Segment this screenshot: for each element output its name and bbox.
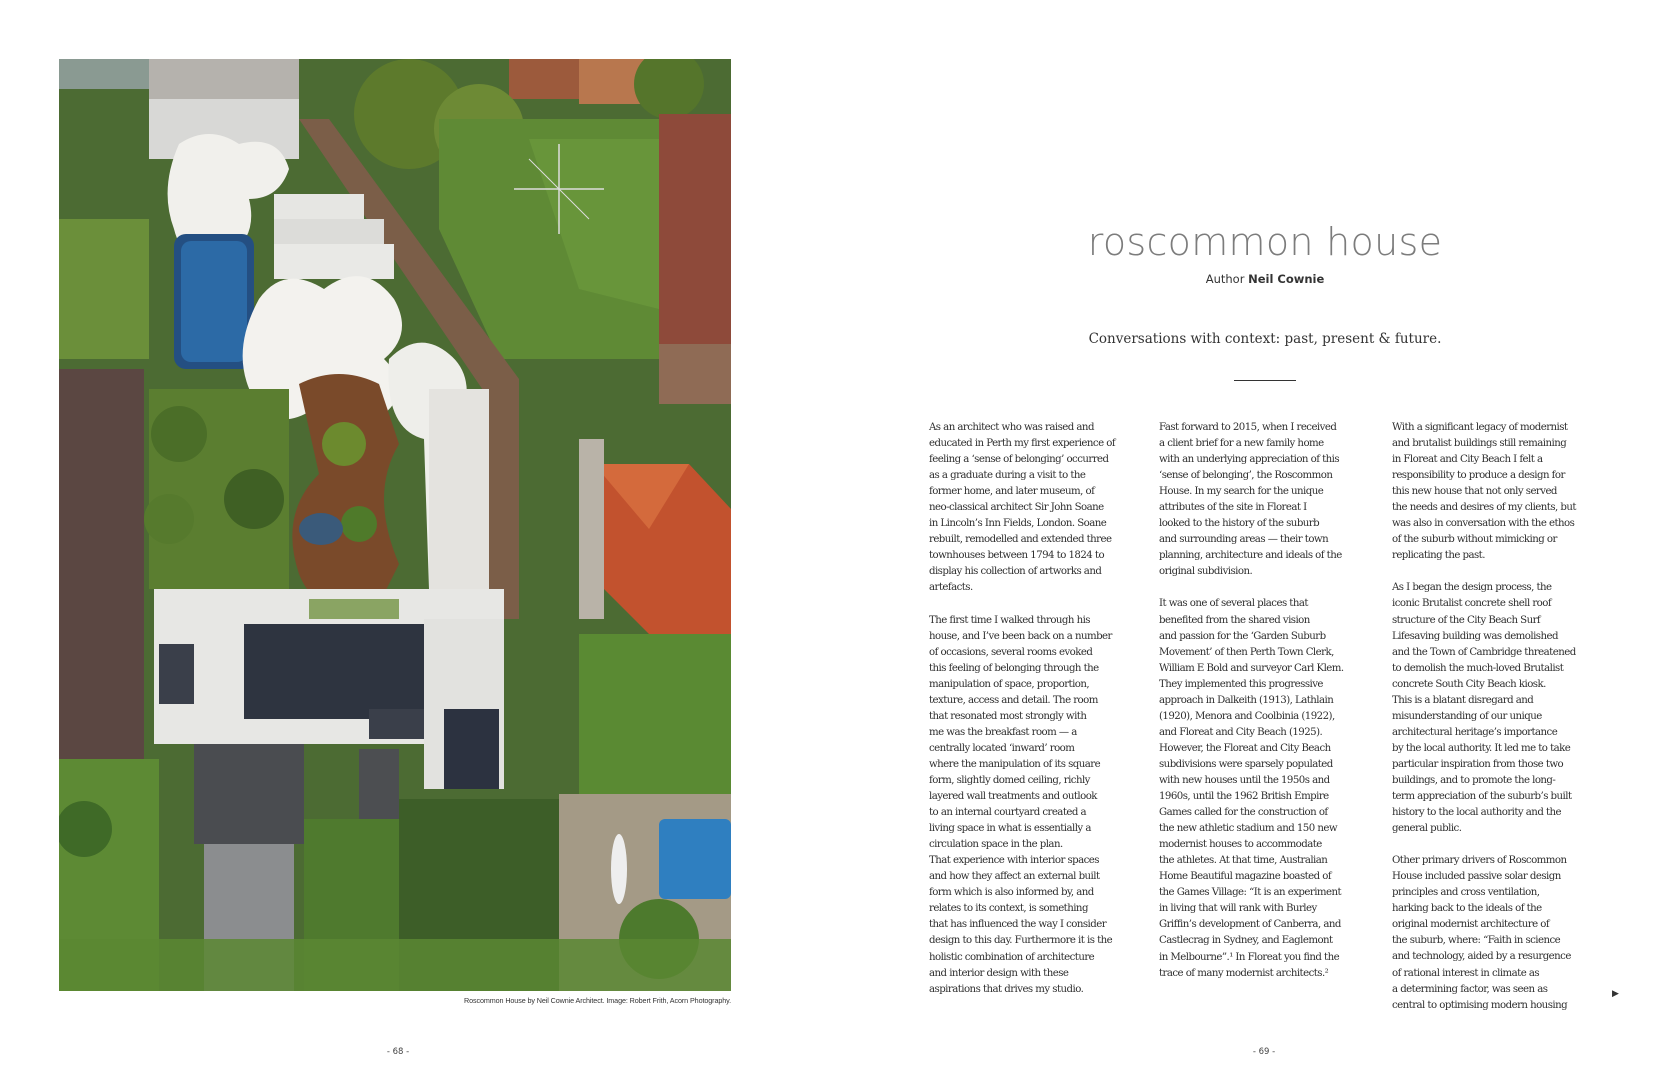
body-text-line: This is a blatant disregard and xyxy=(1392,694,1534,706)
body-text-line: As an architect who was raised and xyxy=(929,422,1094,433)
body-text-line: architectural heritage’s importance xyxy=(1392,726,1558,738)
body-text-line: texture, access and detail. The room xyxy=(929,694,1098,706)
body-text-line: and how they affect an external built xyxy=(929,871,1100,883)
body-text-line: holistic combination of architecture xyxy=(929,951,1095,963)
body-text-line: relates to its context, is something xyxy=(929,903,1088,915)
body-text-line: where the manipulation of its square xyxy=(929,758,1101,770)
body-text-line: Games called for the construction of xyxy=(1159,807,1328,819)
body-text-line: to demolish the much-loved Brutalist xyxy=(1392,662,1564,674)
body-text-line: form, slightly domed ceiling, richly xyxy=(929,774,1090,786)
body-text-line: looked to the history of the suburb xyxy=(1159,518,1320,530)
body-text-line: design to this day. Furthermore it is the xyxy=(929,935,1113,947)
text-column-2 xyxy=(1159,420,1374,1010)
body-text-line: term appreciation of the suburb’s built xyxy=(1392,791,1572,803)
body-text-line: (1920), Menora and Coolbinia (1922), xyxy=(1159,710,1335,722)
body-text-line: general public. xyxy=(1392,823,1462,835)
body-text-line: Movement’ of then Perth Town Clerk, xyxy=(1159,646,1334,658)
body-text-line: buildings, and to promote the long- xyxy=(1392,774,1556,786)
body-text-line: principles and cross ventilation, xyxy=(1392,887,1540,899)
body-text-line: that resonated most strongly with xyxy=(929,710,1087,722)
body-text-line: They implemented this progressive xyxy=(1159,678,1323,690)
body-text-line: townhouses between 1794 to 1824 to xyxy=(929,550,1105,562)
photo-caption: Roscommon House by Neil Cownie Architect. Image: Robert Frith, Acorn Photography. xyxy=(463,996,731,1005)
author-line xyxy=(1000,272,1530,286)
body-text-line: in living that will rank with Burley xyxy=(1159,903,1317,915)
body-text-line: and interior design with these xyxy=(929,967,1069,979)
body-text-line: living space in what is essentially a xyxy=(929,823,1091,835)
body-text-line: a client brief for a new family home xyxy=(1159,438,1324,450)
article-subtitle: Conversations with context: past, present & future. xyxy=(1088,331,1442,347)
body-text-line: structure of the City Beach Surf xyxy=(1392,614,1541,626)
body-text-line: the new athletic stadium and 150 new xyxy=(1159,823,1338,835)
body-text-line: layered wall treatments and outlook xyxy=(929,791,1097,803)
body-text-line: However, the Floreat and City Beach xyxy=(1159,742,1331,754)
body-text-line: Other primary drivers of Roscommon xyxy=(1392,855,1567,867)
body-text-line: iconic Brutalist concrete shell roof xyxy=(1392,598,1552,610)
body-paragraph xyxy=(1159,420,1374,580)
body-text-line: approach in Dalkeith (1913), Lathlain xyxy=(1159,694,1334,706)
body-paragraph xyxy=(929,420,1144,597)
body-text-line: particular inspiration from those two xyxy=(1392,758,1564,770)
body-text-line: and Floreat and City Beach (1925). xyxy=(1159,726,1323,738)
author-name: Neil Cownie xyxy=(1248,272,1325,286)
body-text-line: planning, architecture and ideals of the xyxy=(1159,550,1342,562)
body-paragraph xyxy=(1159,596,1374,981)
body-text-line: It was one of several places that xyxy=(1159,598,1308,610)
body-text-line: of the suburb without mimicking or xyxy=(1392,534,1557,546)
body-paragraph xyxy=(1392,420,1607,564)
body-paragraph xyxy=(1392,580,1607,837)
body-text-line: as a graduate during a visit to the xyxy=(929,470,1086,482)
body-text-line: House. In my search for the unique xyxy=(1159,486,1324,498)
body-paragraph xyxy=(1392,853,1607,1013)
body-text-line: circulation space in the plan. xyxy=(929,839,1063,851)
body-text-line: by the local authority. It led me to take xyxy=(1392,742,1571,754)
body-text-line: William E Bold and surveyor Carl Klem. xyxy=(1159,662,1344,674)
body-text-line: responsibility to produce a design for xyxy=(1392,470,1565,482)
body-text-line: in Melbourne”.¹ In Floreat you find the xyxy=(1159,951,1340,963)
next-page-arrow-icon[interactable]: ▶ xyxy=(1612,989,1619,999)
body-text-line: to an internal courtyard created a xyxy=(929,807,1087,819)
body-text-line: house, and I’ve been back on a number xyxy=(929,630,1112,642)
body-text-line: me was the breakfast room — a xyxy=(929,726,1077,738)
body-text-line: That experience with interior spaces xyxy=(929,855,1099,867)
body-text-line: ‘sense of belonging’, the Roscommon xyxy=(1159,470,1333,482)
body-text-line: concrete South City Beach kiosk. xyxy=(1392,678,1546,690)
body-text-line: Fast forward to 2015, when I received xyxy=(1159,422,1337,433)
body-text-line: subdivisions were sparsely populated xyxy=(1159,758,1333,770)
body-text-line: form which is also informed by, and xyxy=(929,887,1094,899)
body-text-line: a determining factor, was seen as xyxy=(1392,983,1548,995)
body-text-line: the suburb, where: “Faith in science xyxy=(1392,935,1561,947)
body-text-line: modernist houses to accommodate xyxy=(1159,839,1322,851)
body-text-line: in Lincoln’s Inn Fields, London. Soane xyxy=(929,518,1107,530)
body-text-line: that has influenced the way I consider xyxy=(929,919,1107,931)
body-text-line: trace of many modernist architects.² xyxy=(1159,967,1329,979)
body-text-line: As I began the design process, the xyxy=(1392,582,1552,594)
body-text-line: the athletes. At that time, Australian xyxy=(1159,855,1328,867)
page-number-left: - 68 - xyxy=(386,1047,410,1057)
body-text-line: benefited from the shared vision xyxy=(1159,614,1310,626)
body-text-line: With a significant legacy of modernist xyxy=(1392,422,1568,433)
body-text-line: in Floreat and City Beach I felt a xyxy=(1392,454,1543,466)
body-text-line: manipulation of space, proportion, xyxy=(929,678,1090,690)
body-text-line: Home Beautiful magazine boasted of xyxy=(1159,871,1332,883)
aerial-illustration xyxy=(59,59,731,991)
body-text-line: centrally located ‘inward’ room xyxy=(929,742,1075,754)
body-text-line: artefacts. xyxy=(929,582,973,594)
body-text-line: history to the local authority and the xyxy=(1392,807,1562,819)
body-text-line: and technology, aided by a resurgence xyxy=(1392,951,1571,963)
body-text-line: House included passive solar design xyxy=(1392,871,1561,883)
body-text-line: with new houses until the 1950s and xyxy=(1159,774,1330,786)
body-text-line: this new house that not only served xyxy=(1392,486,1557,498)
body-text-line: Lifesaving building was demolished xyxy=(1392,630,1558,642)
body-text-line: and the Town of Cambridge threatened xyxy=(1392,646,1576,658)
body-text-line: Castlecrag in Sydney, and Eaglemont xyxy=(1159,935,1333,947)
body-text-line: display his collection of artworks and xyxy=(929,566,1102,578)
body-text-line: rebuilt, remodelled and extended three xyxy=(929,534,1112,546)
body-text-line: the needs and desires of my clients, but xyxy=(1392,502,1576,514)
body-text-line: with an underlying appreciation of this xyxy=(1159,454,1340,466)
body-text-line: and brutalist buildings still remaining xyxy=(1392,438,1567,450)
text-column-1 xyxy=(929,420,1144,1010)
body-text-line: was also in conversation with the ethos xyxy=(1392,518,1575,530)
body-text-line: misunderstanding of our unique xyxy=(1392,710,1542,722)
body-text-line: of occasions, several rooms evoked xyxy=(929,646,1093,658)
body-paragraph xyxy=(929,613,1144,998)
body-text-line: of rational interest in climate as xyxy=(1392,967,1540,979)
body-text-line: aspirations that drives my studio. xyxy=(929,983,1084,995)
body-text-line: 1960s, until the 1962 British Empire xyxy=(1159,791,1329,803)
body-text-line: neo-classical architect Sir John Soane xyxy=(929,502,1104,514)
body-text-line: original subdivision. xyxy=(1159,566,1253,578)
body-text-line: and surrounding areas — their town xyxy=(1159,534,1329,546)
title-divider xyxy=(1234,380,1296,381)
body-text-line: and passion for the ‘Garden Suburb xyxy=(1159,630,1326,642)
text-column-3 xyxy=(1392,420,1607,1010)
page-number-right: - 69 - xyxy=(1252,1047,1276,1057)
body-text-line: original modernist architecture of xyxy=(1392,919,1550,931)
author-prefix: Author xyxy=(1205,272,1245,286)
aerial-house-photo xyxy=(59,59,731,991)
body-text-line: feeling a ‘sense of belonging’ occurred xyxy=(929,454,1109,466)
body-text-line: harking back to the ideals of the xyxy=(1392,903,1542,915)
body-text-line: attributes of the site in Floreat I xyxy=(1159,502,1307,514)
body-text-line: this feeling of belonging through the xyxy=(929,662,1099,674)
body-text-line: The first time I walked through his xyxy=(929,614,1090,626)
body-text-line: the Games Village: “It is an experiment xyxy=(1159,887,1342,899)
body-text-line: former home, and later museum, of xyxy=(929,486,1095,498)
body-text-line: Griffin’s development of Canberra, and xyxy=(1159,919,1341,931)
body-text-line: educated in Perth my first experience of xyxy=(929,438,1116,450)
body-text-line: central to optimising modern housing xyxy=(1392,999,1568,1011)
body-text-line: replicating the past. xyxy=(1392,550,1485,562)
article-title: roscommon house xyxy=(1087,220,1443,264)
